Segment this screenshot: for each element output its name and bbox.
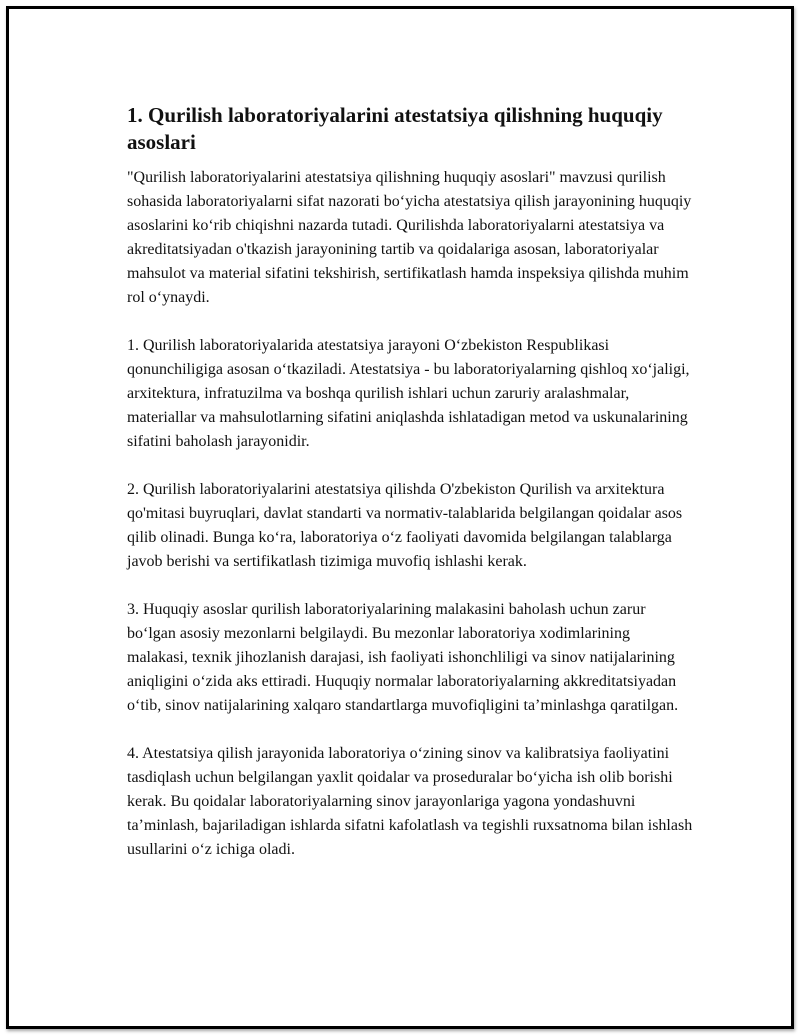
document-page — [6, 6, 794, 1029]
paragraph-2: 2. Qurilish laboratoriyalarini atestatsiya qilishda O'zbekiston Qurilish va arxitektura qo'mitasi buyruqlari, davlat standarti va normativ-talablarida belgilangan qoidalar asos qilib olinadi. Bunga ko‘ra, laboratoriya o‘z faoliyati davomida belgilangan talablarga javob berishi va sertifikatlash tizimiga muvofiq ishlashi kerak. — [127, 481, 683, 570]
intro-paragraph: "Qurilish laboratoriyalarini atestatsiya qilishning huquqiy asoslari" mavzusi qurilish sohasida laboratoriyalarni sifat nazorati bo‘yicha atestatsiya qilish jarayonining huquqiy asoslarini ko‘rib chiqishni nazarda tutadi. Qurilishda laboratoriyalarni atestatsiya va akreditatsiyadan o'tkazish jarayonining tartib va qoidalariga asosan, laboratoriyalar mahsulot va material sifatini tekshirish, sertifikatlash hamda inspeksiya qilishda muhim rol o‘ynaydi. — [127, 169, 692, 306]
paragraph-3: 3. Huquqiy asoslar qurilish laboratoriyalarining malakasini baholash uchun zarur bo‘lgan asosiy mezonlarni belgilaydi. Bu mezonlar laboratoriya xodimlarining malakasi, texnik jihozlanish darajasi, ish faoliyati ishonchliligi va sinov natijalarining aniqligini o‘zida aks ettiradi. Huquqiy normalar laboratoriyalarning akkreditatsiyadan o‘tib, sinov natijalarining xalqaro standartlarga muvofiqligini ta’minlashga qaratilgan. — [127, 601, 679, 714]
document-body — [127, 102, 693, 886]
paragraph-4: 4. Atestatsiya qilish jarayonida laboratoriya o‘zining sinov va kalibratsiya faoliyatini tasdiqlash uchun belgilangan yaxlit qoidalar va proseduralar bo‘yicha ish olib borishi kerak. Bu qoidalar laboratoriyalarning sinov jarayonlariga yagona yondashuvni ta’minlash, bajariladigan ishlarda sifatni kafolatlash va tegishli ruxsatnoma bilan ishlash usullarini o‘z ichiga oladi. — [127, 745, 693, 858]
paragraph-1: 1. Qurilish laboratoriyalarida atestatsiya jarayoni O‘zbekiston Respublikasi qonunchiligiga asosan o‘tkaziladi. Atestatsiya - bu laboratoriyalarning qishloq xo‘jaligi, arxitektura, infratuzilma va boshqa qurilish ishlari uchun zaruriy aralashmalar, materiallar va mahsulotlarning sifatini aniqlashda ishlatadigan metod va uskunalarining sifatini baholash jarayonidir. — [127, 337, 690, 450]
document-title: 1. Qurilish laboratoriyalarini atestatsiya qilishning huquqiy asoslari — [127, 103, 663, 154]
